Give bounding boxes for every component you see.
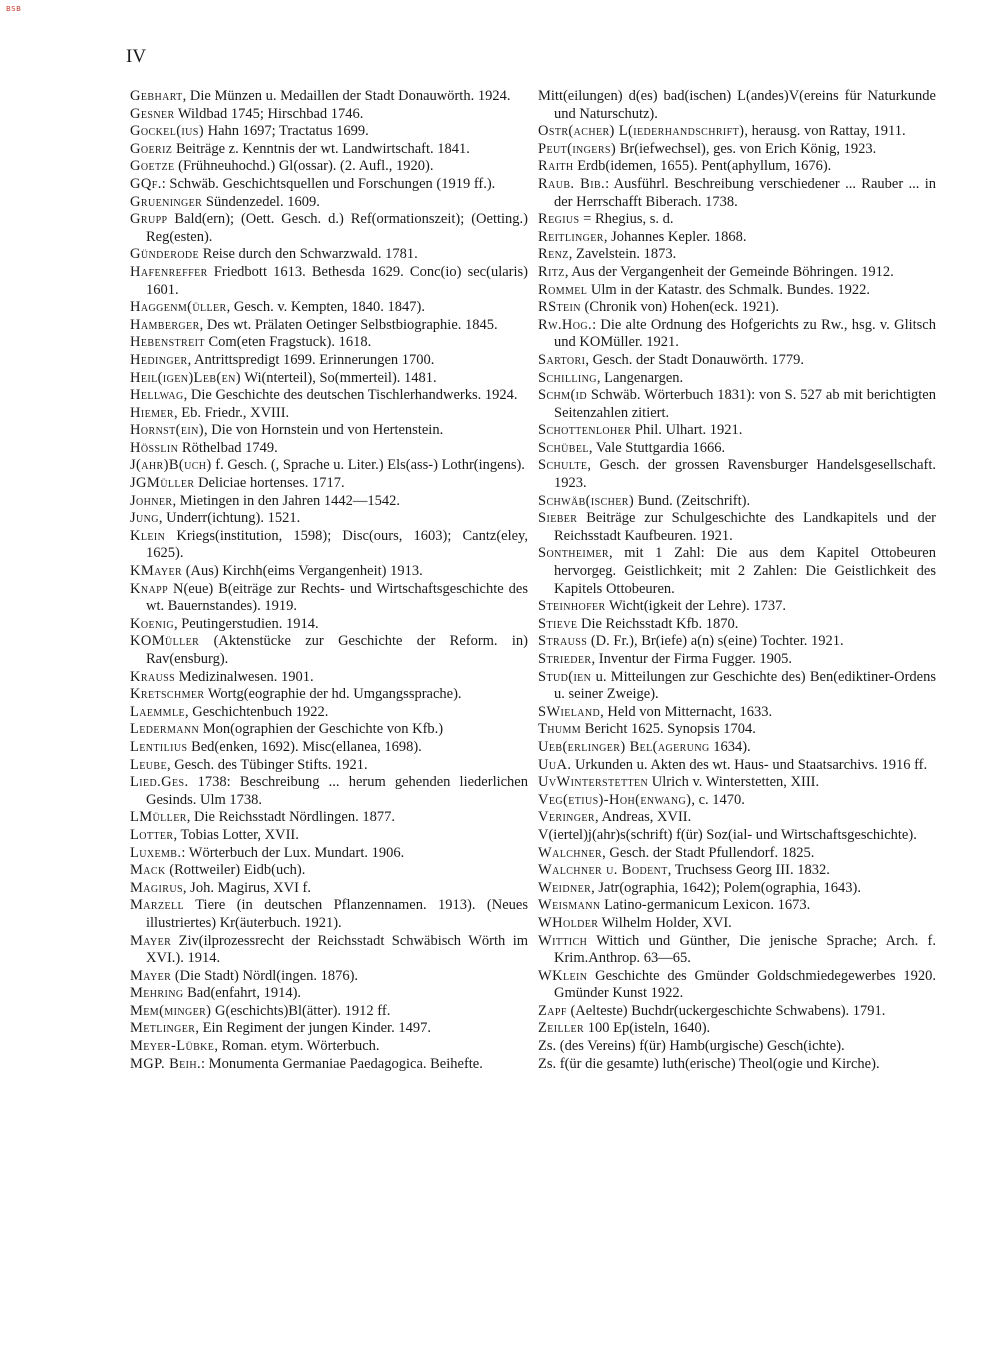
bibliography-entry xyxy=(538,1003,936,1021)
bibliography-entry xyxy=(538,457,936,492)
entry-abbreviation: Gockel(ius) xyxy=(130,123,204,140)
bibliography-entry xyxy=(130,1038,528,1056)
entry-text: , Joh. Magirus, XVI f. xyxy=(182,879,311,896)
entry-abbreviation: Kretschmer xyxy=(130,686,205,703)
entry-abbreviation: Goeriz xyxy=(130,140,173,157)
bibliography-entry xyxy=(538,158,936,176)
bibliography-entry xyxy=(130,528,528,563)
entry-text: 1738: Beschreibung ... herum gehenden liederlichen Gesinds. Ulm 1738. xyxy=(146,774,528,808)
bibliography-entry xyxy=(538,739,936,757)
bibliography-entry xyxy=(538,299,936,317)
entry-text: , Underr(ichtung). 1521. xyxy=(158,510,301,527)
library-stamp: BSB xyxy=(6,5,22,13)
entry-abbreviation: Gesner xyxy=(130,105,175,122)
bibliography-entry xyxy=(130,246,528,264)
entry-text: (Aktenstücke zur Geschichte der Reform. in) Rav(ensburg). xyxy=(146,633,528,667)
entry-abbreviation: Walchner u. Bodent xyxy=(538,862,668,879)
entry-text: , c. 1470. xyxy=(691,791,745,808)
bibliography-entry xyxy=(130,985,528,1003)
bibliography-entry xyxy=(130,457,528,475)
entry-text: , Die von Hornstein und von Hertenstein. xyxy=(203,422,444,439)
entry-abbreviation: Schm(id xyxy=(538,387,588,404)
bibliography-entry xyxy=(538,211,936,229)
entry-text: Phil. Ulhart. 1921. xyxy=(631,422,743,439)
entry-text: V(iertel)j(ahr)s(schrift) f(ür) Soz(ial- und Wirtschaftsgeschichte). xyxy=(538,826,917,843)
entry-abbreviation: JGMüller xyxy=(130,475,195,492)
bibliography-entry xyxy=(538,880,936,898)
entry-text: (D. Fr.), Br(iefe) a(n) s(eine) Tochter. 1921. xyxy=(587,633,844,650)
entry-abbreviation: Ledermann xyxy=(130,721,200,738)
entry-text: , mit 1 Zahl: Die aus dem Kapitel Ottobeuren hervorgeg. Geistlichkeit; mit 2 Zahlen: Die Geistlichkeit des Kapitels Ottobeuren. xyxy=(554,545,936,597)
entry-abbreviation: Jung xyxy=(130,510,159,527)
entry-abbreviation: Ritz xyxy=(538,263,565,280)
entry-abbreviation: Rommel xyxy=(538,281,588,298)
entry-text: Bald(ern); (Oett. Gesch. d.) Ref(ormationszeit); (Oetting.) Reg(esten). xyxy=(146,211,528,245)
entry-abbreviation: Hiemer xyxy=(130,404,174,421)
entry-abbreviation: WKlein xyxy=(538,967,588,984)
entry-text: Bericht 1625. Synopsis 1704. xyxy=(581,721,756,738)
entry-abbreviation: Hafenreffer xyxy=(130,263,208,280)
entry-abbreviation: Thumm xyxy=(538,721,582,738)
entry-abbreviation: WHolder xyxy=(538,914,599,931)
entry-abbreviation: Veg(etius)-Hoh(enwang) xyxy=(538,791,692,808)
entry-text: Br(iefwechsel), ges. von Erich König, 1923. xyxy=(616,140,877,157)
entry-abbreviation: Walchner xyxy=(538,844,603,861)
entry-abbreviation: Raub. Bib. xyxy=(538,175,606,192)
entry-abbreviation: Haggenm(üller xyxy=(130,299,227,316)
entry-text: Wi(nterteil), So(mmerteil). 1481. xyxy=(240,369,437,386)
bibliography-entry xyxy=(538,493,936,511)
entry-text: , Inventur der Firma Fugger. 1905. xyxy=(591,651,793,667)
entry-text: Bund. (Zeitschrift). xyxy=(634,492,751,509)
entry-abbreviation: Luxemb. xyxy=(130,844,182,861)
bibliography-entry xyxy=(130,1003,528,1021)
entry-text: , herausg. von Rattay, 1911. xyxy=(744,123,906,140)
entry-abbreviation: Ostr(acher) L(iederhandschrift) xyxy=(538,123,745,140)
bibliography-entry xyxy=(130,211,528,246)
bibliography-entry xyxy=(538,792,936,810)
entry-abbreviation: Gebhart xyxy=(130,88,183,104)
entry-abbreviation: UvWinterstetten xyxy=(538,774,649,791)
bibliography-entry xyxy=(538,317,936,352)
bibliography-entry xyxy=(538,264,936,282)
bibliography-entry xyxy=(130,88,528,106)
entry-text: Latino-germanicum Lexicon. 1673. xyxy=(600,897,811,914)
entry-abbreviation: Mehring xyxy=(130,985,184,1002)
bibliography-entry xyxy=(130,176,528,194)
bibliography-entry xyxy=(130,704,528,722)
bibliography-entry xyxy=(538,827,936,845)
bibliography-entry xyxy=(130,510,528,528)
entry-abbreviation: Sieber xyxy=(538,510,578,527)
entry-text: Wildbad 1745; Hirschbad 1746. xyxy=(174,105,364,122)
bibliography-entry xyxy=(130,493,528,511)
entry-abbreviation: UuA. xyxy=(538,756,572,773)
entry-text: Bad(enfahrt, 1914). xyxy=(183,985,302,1002)
entry-text: 1634). xyxy=(709,738,751,755)
entry-text: Die Reichsstadt Kfb. 1870. xyxy=(577,615,739,632)
bibliography-entry xyxy=(130,774,528,809)
bibliography-entry xyxy=(130,123,528,141)
entry-abbreviation: Johner xyxy=(130,492,173,509)
bibliography-entry xyxy=(130,334,528,352)
entry-abbreviation: Schwäb(ischer) xyxy=(538,492,635,509)
bibliography-entry xyxy=(538,704,936,722)
bibliography-entry xyxy=(538,123,936,141)
bibliography-entry xyxy=(130,1020,528,1038)
bibliography-entry xyxy=(130,897,528,932)
bibliography-entry xyxy=(130,633,528,668)
entry-abbreviation: Schübel xyxy=(538,439,589,456)
bibliography-entry xyxy=(538,669,936,704)
entry-text: Urkunden u. Akten des wt. Haus- und Staatsarchivs. 1916 ff. xyxy=(571,756,928,773)
entry-abbreviation: Magirus xyxy=(130,879,183,896)
entry-abbreviation: Knapp xyxy=(130,580,169,597)
entry-abbreviation: Leube xyxy=(130,756,167,773)
bibliography-entry xyxy=(130,405,528,423)
bibliography-entry xyxy=(538,282,936,300)
entry-abbreviation: Klein xyxy=(130,527,166,544)
entry-abbreviation: Grupp xyxy=(130,211,168,228)
left-column xyxy=(130,88,528,1073)
bibliography-entry xyxy=(130,194,528,212)
entry-text: Wicht(igkeit der Lehre). 1737. xyxy=(605,598,786,615)
bibliography-entry xyxy=(130,352,528,370)
entry-text: Beiträge z. Kenntnis der wt. Landwirtschaft. 1841. xyxy=(172,140,470,157)
bibliography-entry xyxy=(538,1038,936,1056)
entry-text: (Aus) Kirchh(eims Vergangenheit) 1913. xyxy=(182,563,423,580)
entry-text: (Aelteste) Buchdr(uckergeschichte Schwabens). 1791. xyxy=(566,1002,886,1019)
entry-text: Wilhelm Holder, XVI. xyxy=(598,914,732,931)
entry-text: , Eb. Friedr., XVIII. xyxy=(173,404,290,421)
entry-text: Wortg(eographie der hd. Umgangssprache). xyxy=(204,686,462,703)
bibliography-entry xyxy=(130,669,528,687)
entry-text: Kriegs(institution, 1598); Disc(ours, 1603); Cantz(eley, 1625). xyxy=(146,527,528,562)
entry-text: Mon(ographien der Geschichte von Kfb.) xyxy=(199,721,444,738)
entry-text: , Jatr(ographia, 1642); Polem(ographia, 1643). xyxy=(591,879,861,896)
entry-abbreviation: Heil(igen)Leb(en) xyxy=(130,369,241,386)
entry-text: , Roman. etym. Wörterbuch. xyxy=(214,1038,380,1055)
entry-abbreviation: Lentilius xyxy=(130,738,188,755)
entry-abbreviation: Peut(ingers) xyxy=(538,140,617,157)
entry-text: : Schwäb. Geschichtsquellen und Forschungen (1919 ff.). xyxy=(161,175,496,192)
entry-text: (Frühneuhochd.) Gl(ossar). (2. Aufl., 1920). xyxy=(174,158,434,175)
entry-text: , Truchsess Georg III. 1832. xyxy=(667,862,830,879)
entry-abbreviation: Weidner xyxy=(538,879,592,896)
entry-text: , Antrittspredigt 1699. Erinnerungen 1700. xyxy=(187,351,435,368)
entry-text: Ulrich v. Winterstetten, XIII. xyxy=(648,774,820,791)
entry-abbreviation: Schottenloher xyxy=(538,422,632,439)
entry-text: Röthelbad 1749. xyxy=(178,439,278,456)
entry-abbreviation: Krauss xyxy=(130,668,176,685)
bibliography-entry xyxy=(538,633,936,651)
bibliography-entry xyxy=(538,1056,936,1074)
bibliography-entry xyxy=(130,440,528,458)
entry-abbreviation: Wittich xyxy=(538,932,588,949)
right-column xyxy=(538,88,936,1073)
entry-abbreviation: Hedinger xyxy=(130,351,188,368)
entry-abbreviation: KMayer xyxy=(130,563,183,580)
entry-abbreviation: Lied.Ges. xyxy=(130,774,189,791)
entry-text: , Geschichtenbuch 1922. xyxy=(185,703,329,720)
entry-abbreviation: Schilling xyxy=(538,369,597,386)
entry-abbreviation: Hösslin xyxy=(130,439,179,456)
entry-text: , Die Geschichte des deutschen Tischlerhandwerks. 1924. xyxy=(183,387,518,404)
bibliography-entry xyxy=(130,757,528,775)
entry-abbreviation: Hamberger xyxy=(130,316,200,333)
entry-text: , Peutingerstudien. 1914. xyxy=(173,615,319,632)
entry-text: , Vale Stuttgardia 1666. xyxy=(588,439,726,456)
entry-text: , Gesch. der Stadt Pfullendorf. 1825. xyxy=(602,844,815,861)
bibliography-entry xyxy=(130,933,528,968)
entry-abbreviation: Mayer xyxy=(130,967,172,984)
entry-text: , Die Reichsstadt Nördlingen. 1877. xyxy=(186,809,395,826)
entry-text: Wittich und Günther, Die jenische Sprache; Arch. f. Krim.Anthrop. 63—65. xyxy=(554,932,936,967)
entry-text: , Tobias Lotter, XVII. xyxy=(173,826,299,843)
entry-text: Hahn 1697; Tractatus 1699. xyxy=(203,123,369,140)
page-number: IV xyxy=(126,46,147,67)
entry-text: : Monumenta Germaniae Paedagogica. Beihefte. xyxy=(201,1055,483,1072)
bibliography-entry xyxy=(538,862,936,880)
entry-text: (Rottweiler) Eidb(uch). xyxy=(165,862,306,879)
bibliography-entry xyxy=(130,563,528,581)
entry-text: Ziv(ilprozessrecht der Reichsstadt Schwäbisch Wörth im XVI.). 1914. xyxy=(146,932,528,967)
entry-text: , Andreas, XVII. xyxy=(595,809,692,826)
entry-text: , Gesch. des Tübinger Stifts. 1921. xyxy=(166,756,368,773)
bibliography-entry xyxy=(130,158,528,176)
entry-abbreviation: Weismann xyxy=(538,897,601,914)
entry-text: , Langenargen. xyxy=(596,369,684,386)
entry-text: Geschichte des Gmünder Goldschmiedegewerbes 1920. Gmünder Kunst 1922. xyxy=(554,967,936,1002)
bibliography-entry xyxy=(538,809,936,827)
entry-text: u. Mitteilungen zur Geschichte des) Ben(ediktiner-Ordens u. seiner Zweige). xyxy=(554,668,936,703)
entry-text: Medizinalwesen. 1901. xyxy=(175,668,314,685)
entry-text: , Des wt. Prälaten Oetinger Selbstbiographie. 1845. xyxy=(199,316,498,333)
entry-abbreviation: Reitlinger xyxy=(538,228,604,245)
entry-abbreviation: Günderode xyxy=(130,246,200,263)
bibliography-entry xyxy=(130,739,528,757)
entry-abbreviation: Hebenstreit xyxy=(130,334,205,351)
entry-text: , Aus der Vergangenheit der Gemeinde Böhringen. 1912. xyxy=(564,263,894,280)
bibliography-entry xyxy=(130,387,528,405)
entry-abbreviation: Lotter xyxy=(130,826,174,843)
bibliography-entry xyxy=(538,598,936,616)
entry-abbreviation: SWieland xyxy=(538,703,601,720)
entry-text: G(eschichts)Bl(ätter). 1912 ff. xyxy=(211,1002,391,1019)
entry-abbreviation: Hellwag xyxy=(130,387,184,404)
bibliography-entry xyxy=(130,317,528,335)
entry-abbreviation: Hornst(ein) xyxy=(130,422,204,439)
entry-text: Tiere (in deutschen Pflanzennamen. 1913). (Neues illustriertes) Kr(äuterbuch. 1921). xyxy=(146,897,528,931)
entry-abbreviation: Raith xyxy=(538,158,574,175)
bibliography-entry xyxy=(538,510,936,545)
bibliography-entry xyxy=(130,264,528,299)
entry-text: , Gesch. der Stadt Donauwörth. 1779. xyxy=(585,351,804,368)
entry-abbreviation: Renz xyxy=(538,246,569,263)
bibliography-entry xyxy=(538,387,936,422)
bibliography-entry xyxy=(130,827,528,845)
entry-text: : Ausführl. Beschreibung verschiedener ... Rauber ... in der Herrschafft Biberach. 1738. xyxy=(554,175,936,210)
bibliography-entry xyxy=(538,915,936,933)
bibliography-entry xyxy=(538,845,936,863)
entry-text: , Held von Mitternacht, 1633. xyxy=(600,703,773,720)
entry-text: Friedbott 1613. Bethesda 1629. Conc(io) sec(ularis) 1601. xyxy=(146,263,528,298)
entry-text: , Gesch. v. Kempten, 1840. 1847). xyxy=(226,299,426,316)
entry-abbreviation: Zapf xyxy=(538,1002,567,1019)
bibliography-entry xyxy=(538,616,936,634)
entry-text: Bed(enken, 1692). Misc(ellanea, 1698). xyxy=(187,738,422,755)
entry-text: f. Gesch. (, Sprache u. Liter.) Els(ass-) Lothr(ingens). xyxy=(211,457,525,474)
entry-abbreviation: Meyer-Lübke xyxy=(130,1038,215,1055)
bibliography-entry xyxy=(538,933,936,968)
bibliography-entry xyxy=(130,422,528,440)
bibliography-entry xyxy=(130,370,528,388)
entry-text: Mitt(eilungen) d(es) bad(ischen) L(andes)V(ereins für Naturkunde und Naturschutz). xyxy=(538,88,936,122)
entry-text: 100 Ep(isteln, 1640). xyxy=(584,1020,711,1037)
entry-text: : Wörterbuch der Lux. Mundart. 1906. xyxy=(181,844,405,861)
entry-abbreviation: Schulte xyxy=(538,457,588,474)
entry-text: N(eue) B(eiträge zur Rechts- und Wirtschaftsgeschichte des wt. Bauernstandes). 1919. xyxy=(146,580,528,615)
entry-abbreviation: Mayer xyxy=(130,932,172,949)
bibliography-entry xyxy=(538,968,936,1003)
bibliography-entry xyxy=(538,757,936,775)
bibliography-entry xyxy=(538,774,936,792)
entry-abbreviation: MGP. Beih. xyxy=(130,1055,202,1072)
bibliography-entry xyxy=(130,721,528,739)
bibliography-entry xyxy=(538,897,936,915)
entry-text: Beiträge zur Schulgeschichte des Landkapitels und der Reichsstadt Kaufbeuren. 1921. xyxy=(554,510,936,544)
entry-abbreviation: Metlinger xyxy=(130,1020,196,1037)
bibliography-entry xyxy=(130,581,528,616)
entry-abbreviation: Stud(ien xyxy=(538,668,592,685)
entry-abbreviation: Strauss xyxy=(538,633,588,650)
bibliography-entry xyxy=(130,845,528,863)
entry-abbreviation: Marzell xyxy=(130,897,185,914)
entry-abbreviation: Grueninger xyxy=(130,193,203,210)
bibliography-entry xyxy=(130,880,528,898)
bibliography-entry xyxy=(538,651,936,669)
bibliography-entry xyxy=(538,88,936,123)
entry-text: (Chronik von) Hohen(eck. 1921). xyxy=(580,299,780,316)
bibliography-entry xyxy=(538,229,936,247)
bibliography-entry xyxy=(538,370,936,388)
entry-abbreviation: Regius xyxy=(538,211,580,228)
entry-text: , Ein Regiment der jungen Kinder. 1497. xyxy=(195,1020,431,1037)
entry-abbreviation: Mem(minger) xyxy=(130,1002,212,1019)
bibliography-entry xyxy=(130,141,528,159)
bibliography-entry xyxy=(538,1020,936,1038)
entry-abbreviation: Zeiller xyxy=(538,1020,585,1037)
bibliography-entry xyxy=(130,475,528,493)
entry-text: Erdb(idemen, 1655). Pent(aphyllum, 1676). xyxy=(573,158,832,175)
entry-abbreviation: Koenig xyxy=(130,615,174,632)
entry-text: , Zavelstein. 1873. xyxy=(568,246,677,263)
entry-text: , Johannes Kepler. 1868. xyxy=(603,228,747,245)
entry-abbreviation: J(ahr)B(uch) xyxy=(130,457,212,474)
entry-abbreviation: Steinhofer xyxy=(538,598,606,615)
bibliography-entry xyxy=(130,862,528,880)
bibliography-entry xyxy=(130,968,528,986)
entry-text: Reise durch den Schwarzwald. 1781. xyxy=(199,246,418,263)
entry-text: Com(eten Fragstuck). 1618. xyxy=(204,334,372,351)
entry-abbreviation: Mack xyxy=(130,862,166,879)
entry-abbreviation: LMüller xyxy=(130,809,187,826)
entry-abbreviation: Strieder xyxy=(538,651,592,667)
entry-text: Sündenzedel. 1609. xyxy=(202,193,320,210)
bibliography-entry xyxy=(130,616,528,634)
bibliography-entry xyxy=(538,141,936,159)
entry-text: Zs. (des Vereins) f(ür) Hamb(urgische) Gesch(ichte). xyxy=(538,1038,845,1055)
bibliography-entry xyxy=(538,246,936,264)
bibliography-entry xyxy=(130,1056,528,1074)
entry-abbreviation: GQf. xyxy=(130,175,162,192)
entry-text: : Die alte Ordnung des Hofgerichts zu Rw., hsg. v. Glitsch und KOMüller. 1921. xyxy=(554,316,936,351)
bibliography-entry xyxy=(538,440,936,458)
bibliography-entry xyxy=(538,422,936,440)
entry-abbreviation: Laemmle xyxy=(130,703,185,720)
entry-abbreviation: Veringer xyxy=(538,809,596,826)
entry-text: , Gesch. der grossen Ravensburger Handelsgesellschaft. 1923. xyxy=(554,457,936,492)
bibliography-entry xyxy=(130,299,528,317)
bibliography-entry xyxy=(130,686,528,704)
entry-abbreviation: Rw.Hog. xyxy=(538,316,593,333)
entry-text: = Rhegius, s. d. xyxy=(579,211,674,228)
entry-abbreviation: Sartori xyxy=(538,351,586,368)
entry-text: Zs. f(ür die gesamte) luth(erische) Theol(ogie und Kirche). xyxy=(538,1055,880,1072)
bibliography-entry xyxy=(538,176,936,211)
entry-text: Deliciae hortenses. 1717. xyxy=(194,475,345,492)
bibliography-entry xyxy=(130,106,528,124)
entry-abbreviation: Goetze xyxy=(130,158,175,175)
bibliography-entry xyxy=(130,809,528,827)
bibliography-entry xyxy=(538,721,936,739)
entry-abbreviation: Stieve xyxy=(538,615,578,632)
entry-text: , Mietingen in den Jahren 1442—1542. xyxy=(172,492,401,509)
entry-text: Schwäb. Wörterbuch 1831): von S. 527 ab mit berichtigten Seitenzahlen zitiert. xyxy=(554,387,936,421)
entry-text: Ulm in der Katastr. des Schmalk. Bundes. 1922. xyxy=(587,281,871,298)
entry-text: , Die Münzen u. Medaillen der Stadt Donauwörth. 1924. xyxy=(182,88,511,104)
entry-abbreviation: Ueb(erlinger) Bel(agerung xyxy=(538,738,710,755)
bibliography-entry xyxy=(538,545,936,598)
entry-abbreviation: KOMüller xyxy=(130,633,200,650)
entry-abbreviation: Sontheimer xyxy=(538,545,609,562)
bibliography-entry xyxy=(538,352,936,370)
entry-text: (Die Stadt) Nördl(ingen. 1876). xyxy=(171,967,359,984)
entry-abbreviation: RStein xyxy=(538,299,581,316)
